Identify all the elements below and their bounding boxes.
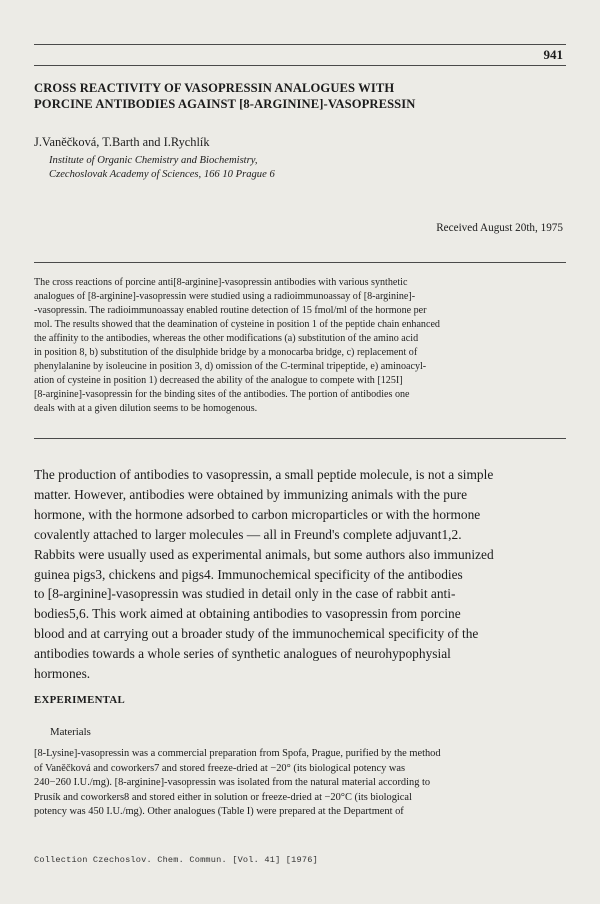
subsection-heading: Materials [50,726,91,738]
section-heading: EXPERIMENTAL [34,694,125,706]
intro-line: bodies5,6. This work aimed at obtaining antibodies to vasopressin from porcine [34,606,461,622]
materials-line: potency was 450 I.U./mg). Other analogues (Table I) were prepared at the Department of [34,806,404,818]
abstract-line: deals with at a given dilution seems to be homogenous. [34,403,258,414]
abstract-line: [8-arginine]-vasopressin for the binding sites of the antibodies. The portion of antibodies one [34,389,410,400]
title-line: PORCINE ANTIBODIES AGAINST [8-ARGININE]-VASOPRESSIN [34,97,416,111]
intro-line: antibodies towards a whole series of synthetic analogues of neurohypophysial [34,646,451,662]
intro-line: blood and at carrying out a broader study of the immunochemical specificity of the [34,626,479,642]
abstract-line: phenylalanine by isoleucine in position 3, d) omission of the C-terminal tripeptide, e) aminoacyl- [34,361,427,372]
authors: J.Vaněčková, T.Barth and I.Rychlík [34,135,210,149]
intro-line: guinea pigs3, chickens and pigs4. Immunochemical specificity of the antibodies [34,566,463,582]
affiliation-line: Czechoslovak Academy of Sciences, 166 10 Prague 6 [49,169,275,180]
intro-line: to [8-arginine]-vasopressin was studied in detail only in the case of rabbit anti- [34,586,456,602]
abstract-line: analogues of [8-arginine]-vasopressin were studied using a radioimmunoassay of [8-arginine]- [34,291,416,302]
intro-line: hormone, with the hormone adsorbed to carbon microparticles or with the hormone [34,506,481,522]
page-number: 941 [543,47,563,62]
materials-line: 240−260 I.U./mg). [8-arginine]-vasopressin was isolated from the natural material according to [34,777,431,789]
journal-footer: Collection Czechoslov. Chem. Commun. [Vol. 41] [1976] [34,855,318,865]
abstract-line: ation of cysteine in position 1) decreased the ability of the analogue to compete with [125I] [34,375,403,386]
introduction [34,465,566,684]
intro-line: hormones. [34,666,91,682]
header-rule-lower [34,65,566,66]
materials-paragraph [34,747,566,820]
header-rule [34,44,566,45]
abstract-bottom-rule [34,438,566,439]
abstract-line: the affinity to the antibodies, whereas the other modifications (a) substitution of the amino acid [34,333,419,344]
affiliation [49,154,275,182]
intro-line: Rabbits were usually used as experimental animals, but some authors also immunized [34,546,494,562]
abstract-line: mol. The results showed that the deamination of cysteine in position 1 of the peptide chain enhanced [34,319,440,330]
abstract-top-rule [34,262,566,263]
materials-line: of Vaněčková and coworkers7 and stored freeze-dried at −20° (its biological potency was [34,762,406,774]
abstract-line: -vasopressin. The radioimmunoassay enabled routine detection of 15 fmol/ml of the hormone per [34,305,427,316]
received-date: Received August 20th, 1975 [436,222,563,234]
title-line: CROSS REACTIVITY OF VASOPRESSIN ANALOGUES WITH [34,81,395,95]
abstract-line: The cross reactions of porcine anti[8-arginine]-vasopressin antibodies with various synthetic [34,277,408,288]
affiliation-line: Institute of Organic Chemistry and Biochemistry, [49,155,258,166]
intro-line: covalently attached to larger molecules — all in Freund's complete adjuvant1,2. [34,526,462,542]
materials-line: [8-Lysine]-vasopressin was a commercial preparation from Spofa, Prague, purified by the method [34,748,441,759]
abstract-line: in position 8, b) substitution of the disulphide bridge by a monocarba bridge, c) replacement of [34,347,418,358]
article-title [34,80,574,112]
abstract [34,276,566,416]
intro-line: matter. However, antibodies were obtained by immunizing animals with the pure [34,486,468,502]
intro-line: The production of antibodies to vasopressin, a small peptide molecule, is not a simple [34,467,494,482]
materials-line: Prusík and coworkers8 and stored either in solution or freeze-dried at −20°C (its biological [34,791,412,803]
